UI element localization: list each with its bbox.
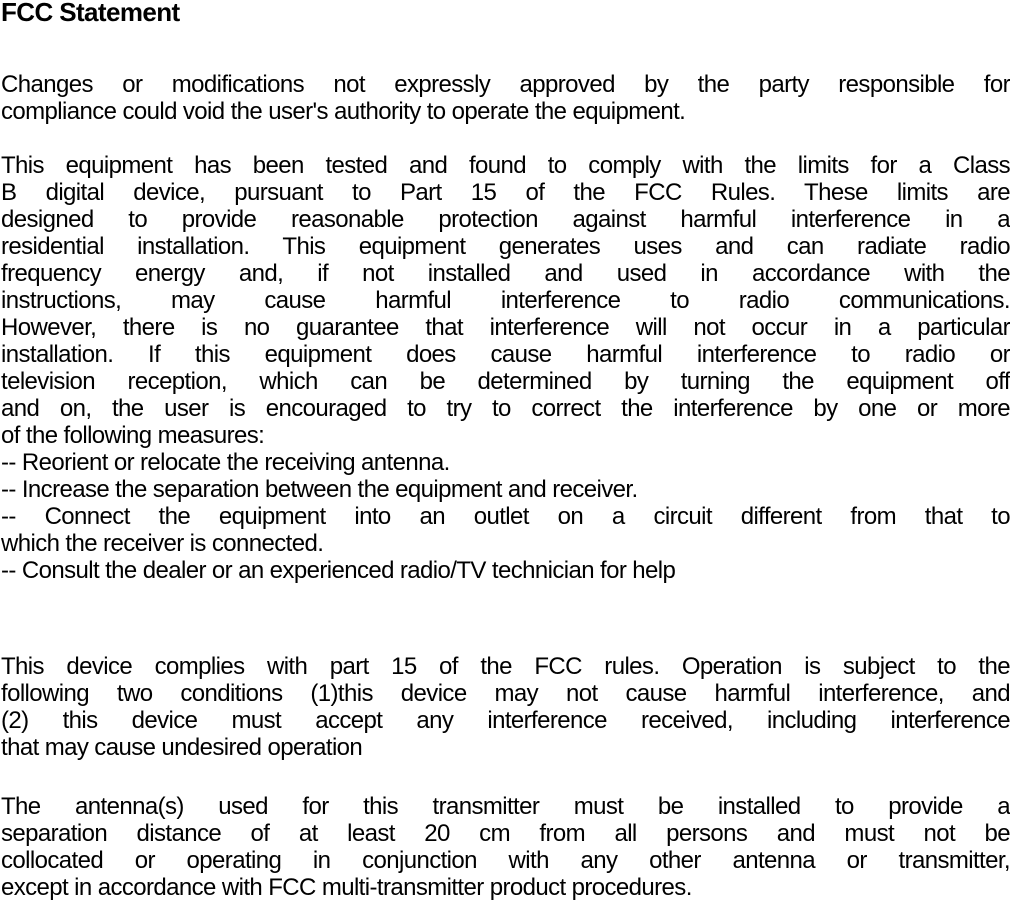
text-line: designed to provide reasonable protection against harmful interference in a (1, 206, 1010, 233)
text-line: frequency energy and, if not installed and used in accordance with the (1, 260, 1010, 287)
text-line: following two conditions (1)this device may not cause harmful interference, and (1, 680, 1010, 707)
text-line: The antenna(s) used for this transmitter must be installed to provide a (1, 793, 1010, 820)
text-line: except in accordance with FCC multi-transmitter product procedures. (1, 874, 692, 901)
measure-item: -- Consult the dealer or an experienced radio/TV technician for help (1, 557, 676, 584)
text-line: However, there is no guarantee that interference will not occur in a particular (1, 314, 1010, 341)
measure-item: -- Connect the equipment into an outlet on a circuit different from that to (1, 503, 1010, 530)
paragraph-modifications (1, 71, 1010, 125)
text-line: Changes or modifications not expressly approved by the party responsible for (1, 71, 1010, 98)
text-line: This equipment has been tested and found to comply with the limits for a Class (1, 152, 1010, 179)
text-line: of the following measures: (1, 422, 265, 449)
measure-item: -- Reorient or relocate the receiving antenna. (1, 449, 450, 476)
text-line: B digital device, pursuant to Part 15 of the FCC Rules. These limits are (1, 179, 1010, 206)
text-line: separation distance of at least 20 cm from all persons and must not be (1, 820, 1010, 847)
text-line: instructions, may cause harmful interference to radio communications. (1, 287, 1010, 314)
text-line: compliance could void the user's authority to operate the equipment. (1, 98, 686, 125)
page-title: FCC Statement (1, 0, 180, 27)
text-line: This device complies with part 15 of the FCC rules. Operation is subject to the (1, 653, 1010, 680)
text-line: which the receiver is connected. (1, 530, 324, 557)
text-line: residential installation. This equipment generates uses and can radiate radio (1, 233, 1010, 260)
text-line: installation. If this equipment does cause harmful interference to radio or (1, 341, 1010, 368)
paragraph-antenna-separation (1, 793, 1010, 901)
text-line: (2) this device must accept any interference received, including interference (1, 707, 1010, 734)
paragraph-class-b-compliance (1, 152, 1010, 584)
paragraph-part-15-conditions (1, 653, 1010, 761)
measure-item: -- Increase the separation between the equipment and receiver. (1, 476, 638, 503)
text-line: television reception, which can be determined by turning the equipment off (1, 368, 1010, 395)
text-line: collocated or operating in conjunction with any other antenna or transmitter, (1, 847, 1010, 874)
text-line: that may cause undesired operation (1, 734, 363, 761)
text-line: and on, the user is encouraged to try to correct the interference by one or more (1, 395, 1010, 422)
